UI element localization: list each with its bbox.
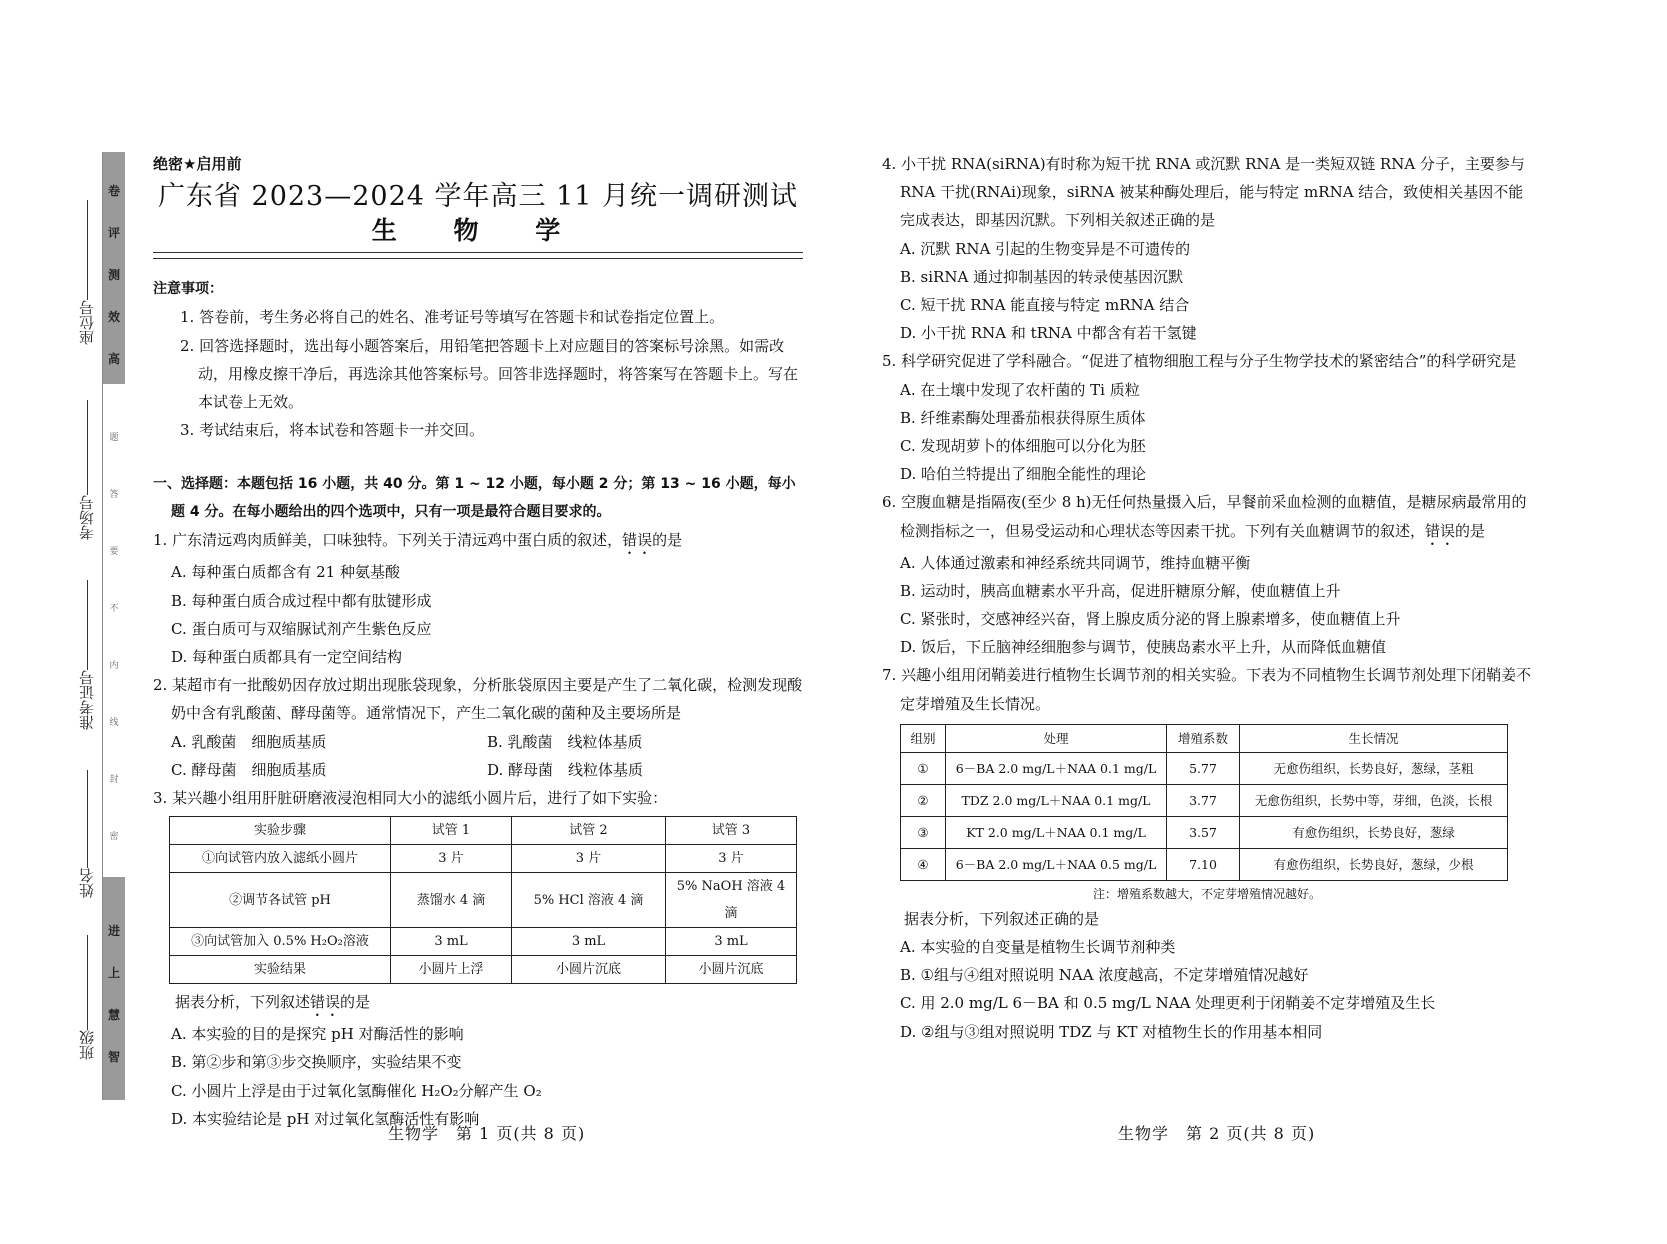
table-cell: TDZ 2.0 mg/L＋NAA 0.1 mg/L [946, 784, 1167, 816]
page-2-footer: 生物学 第 2 页(共 8 页) [1118, 1124, 1316, 1143]
table-cell: 3 片 [391, 845, 512, 873]
table-header-cell: 试管 2 [512, 817, 666, 845]
q1-option-d: D. 每种蛋白质都具有一定空间结构 [171, 648, 403, 667]
page-1-footer: 生物学 第 1 页(共 8 页) [388, 1124, 586, 1143]
table-cell: 6－BA 2.0 mg/L＋NAA 0.1 mg/L [946, 752, 1167, 784]
binding-band-bottom [103, 877, 125, 1100]
band-char: 上 [107, 966, 120, 980]
q3-option-b: B. 第②步和第③步交换顺序，实验结果不变 [171, 1053, 462, 1072]
table-cell: 3 mL [512, 928, 666, 956]
q7-option-c: C. 用 2.0 mg/L 6－BA 和 0.5 mg/L NAA 处理更利于闭鞘姜不定芽增殖及生长 [900, 994, 1436, 1013]
table-cell: 小圆片上浮 [391, 956, 512, 984]
q1-stem-text: 1. 广东清远鸡肉质鲜美，口味独特。下列关于清远鸡中蛋白质的叙述， [153, 531, 623, 550]
q3-table [169, 816, 797, 984]
seal-char: 线 [109, 718, 119, 728]
seal-char: 题 [109, 433, 119, 443]
table-cell: 实验结果 [170, 956, 391, 984]
q2-options-row [153, 728, 803, 756]
notice-heading: 注意事项： [153, 281, 223, 298]
table-cell: 有愈伤组织，长势良好，葱绿 [1240, 816, 1508, 848]
exam-title: 广东省 2023—2024 学年高三 11 月统一调研测试 [157, 181, 799, 213]
q6-option-c: C. 紧张时，交感神经兴奋，肾上腺皮质分泌的肾上腺素增多，使血糖值上升 [900, 610, 1401, 629]
notice-item: 3. 考试结束后，将本试卷和答题卡一并交回。 [180, 421, 485, 440]
q4-option-d: D. 小干扰 RNA 和 tRNA 中都含有若干氢键 [900, 324, 1197, 343]
q7-table [900, 724, 1508, 881]
question-2-stem: 2. 某超市有一批酸奶因存放过期出现胀袋现象，分析胀袋原因主要是产生了二氧化碳，检测发现酸奶中含有乳酸菌、酵母菌等。通常情况下，产生二氧化碳的菌种及主要场所是 [153, 676, 803, 723]
question-3-stem: 3. 某兴趣小组用肝脏研磨液浸泡相同大小的滤纸小圆片后，进行了如下实验： [153, 789, 668, 808]
table-row [901, 816, 1508, 848]
q2-options-row [153, 756, 803, 784]
seal-char: 内 [109, 661, 119, 671]
q5-option-a: A. 在土壤中发现了农杆菌的 Ti 质粒 [900, 380, 1140, 399]
q7-option-d: D. ②组与③组对照说明 TDZ 与 KT 对植物生长的作用基本相同 [900, 1022, 1323, 1041]
q2-option-a: A. 乳酸菌 细胞质基质 [171, 732, 327, 751]
band-char: 测 [107, 268, 120, 282]
seat-number-label: 座位号 [77, 300, 96, 345]
table-header-row [170, 817, 797, 845]
notice-item: 2. 回答选择题时，选出每小题答案后，用铅笔把答题卡上对应题目的答案标号涂黑。如需改动，用橡皮擦干净后，再选涂其他答案标号。回答非选择题时，将答案写在答题卡上。写在本试卷上无效。 [180, 336, 799, 412]
question-4-stem: 4. 小干扰 RNA(siRNA)有时称为短干扰 RNA 或沉默 RNA 是一类短双链 RNA 分子，主要参与 RNA 干扰(RNAi)现象，siRNA 被某种酶处理后，能与特定 mRNA 结合，致使相关基因不能完成表达，即基因沉默。下列相关叙述正确的是 [882, 155, 1525, 230]
q7-table-note: 注：增殖系数越大，不定芽增殖情况越好。 [1092, 886, 1321, 901]
seal-char: 答 [109, 490, 119, 500]
table-header-cell: 试管 1 [391, 817, 512, 845]
q1-option-b: B. 每种蛋白质合成过程中都有肽键形成 [171, 591, 432, 610]
q5-option-d: D. 哈伯兰特提出了细胞全能性的理论 [900, 465, 1147, 484]
table-cell: 3 片 [666, 845, 797, 873]
q3-followup-end: 的是 [340, 993, 371, 1012]
q5-option-b: B. 纤维素酶处理番茄根获得原生质体 [900, 408, 1146, 427]
q1-stem-end: 的是 [652, 531, 683, 550]
table-row [901, 752, 1508, 784]
table-cell: 小圆片沉底 [666, 956, 797, 984]
q3-followup [153, 988, 803, 1020]
q7-option-b: B. ①组与④组对照说明 NAA 浓度越高，不定芽增殖情况越好 [900, 966, 1309, 985]
class-label: 班级 [77, 1030, 96, 1060]
seal-char: 要 [109, 547, 119, 557]
q4-option-b: B. siRNA 通过抑制基因的转录使基因沉默 [900, 267, 1184, 286]
q3-option-d: D. 本实验结论是 pH 对过氧化氢酶活性有影响 [171, 1109, 480, 1128]
band-char: 评 [107, 226, 120, 240]
admission-number-label: 准考证号 [77, 670, 96, 730]
band-char: 进 [107, 924, 120, 938]
table-cell: KT 2.0 mg/L＋NAA 0.1 mg/L [946, 816, 1167, 848]
table-cell: 3.77 [1167, 784, 1240, 816]
band-char: 慧 [107, 1008, 120, 1022]
section-heading: 一、选择题：本题包括 16 小题，共 40 分。第 1 ~ 12 小题，每小题 2 分；第 13 ~ 16 小题，每小题 4 分。在每小题给出的四个选项中，只有一项是最符合题目要求的。 [153, 476, 796, 521]
table-row [901, 848, 1508, 880]
table-row [901, 784, 1508, 816]
table-header-row [901, 724, 1508, 752]
q7-followup: 据表分析，下列叙述正确的是 [904, 909, 1100, 928]
name-field [75, 770, 99, 898]
q7-option-a: A. 本实验的自变量是植物生长调节剂种类 [900, 938, 1176, 957]
table-cell: 无愈伤组织，长势良好，葱绿，茎粗 [1240, 752, 1508, 784]
band-char: 智 [107, 1050, 120, 1064]
table-cell: 5% NaOH 溶液 4 滴 [666, 873, 797, 928]
table-cell: 有愈伤组织，长势良好，葱绿，少根 [1240, 848, 1508, 880]
table-cell: ③ [901, 816, 946, 848]
name-label: 姓名 [77, 868, 96, 898]
class-field [75, 935, 99, 1060]
q1-option-a: A. 每种蛋白质都含有 21 种氨基酸 [171, 563, 400, 582]
question-5-stem: 5. 科学研究促进了学科融合。“促进了植物细胞工程与分子生物学技术的紧密结合”的科学研究是 [882, 352, 1517, 371]
q6-stem-text: 6. 空腹血糖是指隔夜(至少 8 h)无任何热量摄入后，早餐前采血检测的血糖值，是糖尿病最常用的检测指标之一，但易受运动和心理状态等因素干扰。下列有关血糖调节的叙述， [882, 493, 1527, 540]
q2-option-b: B. 乳酸菌 线粒体基质 [487, 732, 643, 751]
q3-followup-text: 据表分析，下列叙述 [175, 993, 311, 1012]
q2-option-d: D. 酵母菌 线粒体基质 [487, 760, 644, 779]
binding-strip [102, 152, 125, 1100]
table-header-cell: 实验步骤 [170, 817, 391, 845]
q4-option-a: A. 沉默 RNA 引起的生物变异是不可遗传的 [900, 239, 1191, 258]
q1-emphasis: 错误 [622, 531, 653, 550]
seal-char: 密 [109, 832, 119, 842]
table-row [170, 845, 797, 873]
q6-option-d: D. 饭后，下丘脑神经细胞参与调节，使胰岛素水平上升，从而降低血糖值 [900, 638, 1387, 657]
table-cell: 6－BA 2.0 mg/L＋NAA 0.5 mg/L [946, 848, 1167, 880]
title-rule [153, 252, 803, 259]
table-header-cell: 增殖系数 [1167, 724, 1240, 752]
admission-number-field [75, 580, 99, 730]
q3-option-c: C. 小圆片上浮是由于过氧化氢酶催化 H₂O₂分解产生 O₂ [171, 1081, 542, 1100]
q5-option-c: C. 发现胡萝卜的体细胞可以分化为胚 [900, 437, 1146, 456]
table-header-cell: 试管 3 [666, 817, 797, 845]
exam-room-field [75, 400, 99, 540]
table-cell: 无愈伤组织，长势中等，芽细，色淡，长根 [1240, 784, 1508, 816]
question-7-stem: 7. 兴趣小组用闭鞘姜进行植物生长调节剂的相关实验。下表为不同植物生长调节剂处理下闭鞘姜不定芽增殖及生长情况。 [882, 666, 1532, 713]
table-cell: 小圆片沉底 [512, 956, 666, 984]
table-row [170, 956, 797, 984]
exam-room-label: 考场号 [77, 495, 96, 540]
question-6-stem [882, 488, 1532, 548]
table-cell: ①向试管内放入滤纸小圆片 [170, 845, 391, 873]
subject-title: 生 物 学 [371, 216, 585, 246]
table-header-cell: 组别 [901, 724, 946, 752]
table-cell: ① [901, 752, 946, 784]
table-cell: 3 片 [512, 845, 666, 873]
q2-option-c: C. 酵母菌 细胞质基质 [171, 760, 327, 779]
table-cell: 5.77 [1167, 752, 1240, 784]
table-row [170, 873, 797, 928]
q6-option-a: A. 人体通过激素和神经系统共同调节，维持血糖平衡 [900, 553, 1251, 572]
band-char: 卷 [107, 184, 120, 198]
q3-option-a: A. 本实验的目的是探究 pH 对酶活性的影响 [171, 1025, 464, 1044]
table-row [170, 928, 797, 956]
q3-emphasis: 错误 [310, 993, 341, 1012]
table-header-cell: 生长情况 [1240, 724, 1508, 752]
seal-char: 封 [109, 775, 119, 785]
table-cell: 7.10 [1167, 848, 1240, 880]
table-header-cell: 处理 [946, 724, 1167, 752]
table-cell: 3.57 [1167, 816, 1240, 848]
question-1-stem [153, 526, 803, 558]
table-cell: ② [901, 784, 946, 816]
page-1-column [153, 150, 803, 1133]
table-cell: ④ [901, 848, 946, 880]
q6-option-b: B. 运动时，胰高血糖素水平升高，促进肝糖原分解，使血糖值上升 [900, 581, 1341, 600]
page-2-column [882, 150, 1532, 1046]
seat-number-field [75, 200, 99, 345]
table-cell: ③向试管加入 0.5% H₂O₂溶液 [170, 928, 391, 956]
q4-option-c: C. 短干扰 RNA 能直接与特定 mRNA 结合 [900, 296, 1190, 315]
confidential-mark: 绝密★启用前 [153, 155, 242, 173]
seal-char: 不 [109, 604, 119, 614]
table-cell: 3 mL [391, 928, 512, 956]
notice-item: 1. 答卷前，考生务必将自己的姓名、准考证号等填写在答题卡和试卷指定位置上。 [180, 308, 725, 327]
q6-stem-end: 的是 [1455, 521, 1486, 540]
table-cell: 蒸馏水 4 滴 [391, 873, 512, 928]
table-cell: 3 mL [666, 928, 797, 956]
band-char: 高 [107, 352, 120, 366]
band-char: 效 [107, 310, 120, 324]
table-cell: ②调节各试管 pH [170, 873, 391, 928]
q6-emphasis: 错误 [1425, 521, 1456, 540]
table-cell: 5% HCl 溶液 4 滴 [512, 873, 666, 928]
q1-option-c: C. 蛋白质可与双缩脲试剂产生紫色反应 [171, 619, 432, 638]
